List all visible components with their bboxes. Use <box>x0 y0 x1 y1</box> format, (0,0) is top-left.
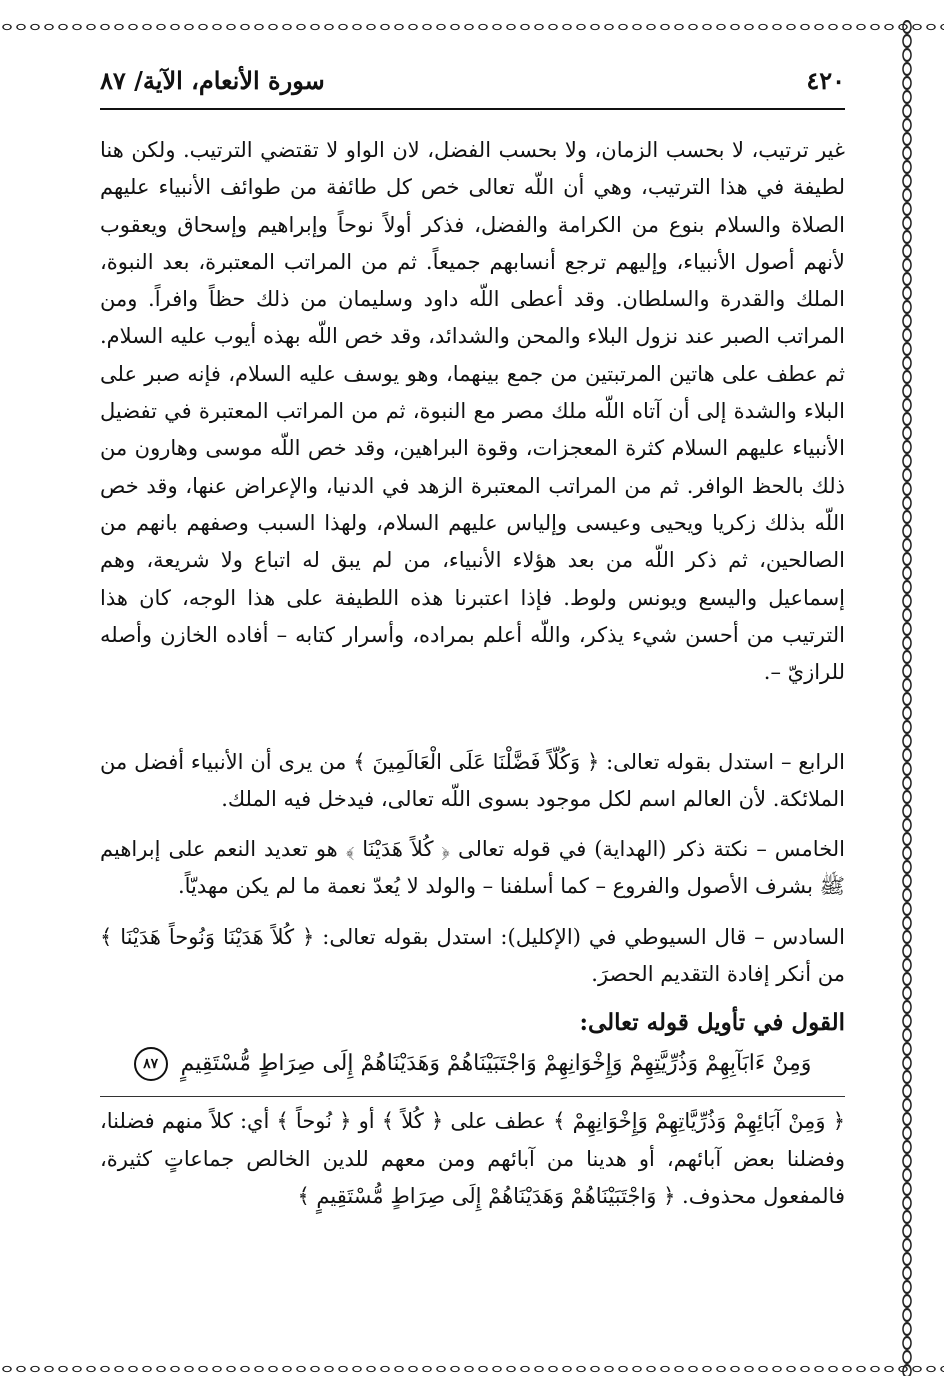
verse-text: وَمِنْ ءَابَآبِهِمْ وَذُرِّيَّتِهِمْ وَإِخْوَانِهِمْ وَاجْتَبَيْنَاهُمْ وَهَدَيْنَاهُمْ إِلَى صِرَاطٍ مُّسْتَقِيمٍ <box>180 1051 812 1077</box>
ornamental-border-top <box>0 20 944 34</box>
ornamental-border-bottom <box>0 1362 944 1376</box>
page-header <box>100 62 845 102</box>
paragraph-fifth-point: الخامس – نكتة ذكر (الهداية) في قوله تعالى ﴿ كُلاً هَدَيْنَا ﴾ هو تعديد النعم على إبراهيم ﷺ بشرف الأصول والفروع – كما أسلفنا – والولد لا يُعدّ نعمة ما لم يكن مهديّاً. <box>100 836 845 898</box>
paragraph-sixth-point: السادس – قال السيوطي في (الإكليل): استدل بقوله تعالى: ﴿ كُلاً هَدَيْنَا وَنُوحاً هَدَيْنَا ﴾ من أنكر إفادة التقديم الحصرَ. <box>100 925 846 987</box>
section-heading: القول في تأويل قوله تعالى: <box>579 1008 845 1036</box>
page-body <box>100 132 845 1215</box>
surah-title: سورة الأنعام، الآية/ ٨٧ <box>100 66 325 95</box>
paragraph-fourth-point: الرابع – استدل بقوله تعالى: ﴿ وَكُلّاً فَضَّلْنَا عَلَى الْعَالَمِينَ ﴾ من يرى أن الأنبياء أفضل من الملائكة. لأن العالم اسم لكل موجود بسوى اللّه تعالى، فيدخل فيه الملك. <box>100 750 845 812</box>
ayah-number-marker: ٨٧ <box>134 1047 168 1081</box>
header-rule <box>100 108 845 110</box>
paragraph-verse-commentary: ﴿ وَمِنْ آبَائِهِمْ وَذُرِّيَّاتِهِمْ وَإِخْوَانِهِمْ ﴾ عطف على ﴿ كُلاً ﴾ أو ﴿ نُوحاً ﴾ أي: كلاً منهم فضلنا، وفضلنا بعض آبائهم، أو هدينا من آبائهم ومن معهم للدين الخالص جماعاتٍ كثيرة، فالمفعول محذوف. ﴿ وَاجْتَبَيْنَاهُمْ وَهَدَيْنَاهُمْ إِلَى صِرَاطٍ مُّسْتَقِيمٍ ﴾ <box>100 1109 845 1208</box>
verse-separator <box>100 1096 845 1097</box>
quran-verse <box>100 1045 845 1082</box>
paragraph-commentary: غير ترتيب، لا بحسب الزمان، ولا بحسب الفضل، لان الواو لا تقتضي الترتيب. ولكن هنا لطيفة في هذا الترتيب، وهي أن اللّه تعالى خص كل طائفة من طوائف الأنبياء عليهم الصلاة والسلام بنوع من الكرامة والفضل، فذكر أولاً نوحاً وإبراهيم وإسحاق ويعقوب لأنهم أصول الأنبياء، وإليهم ترجع أنسابهم جميعاً. ثم من المراتب المعتبرة، بعد النبوة، الملك والقدرة والسلطان. وقد أعطى اللّه داود وسليمان من ذلك حظاً وافراً. ومن المراتب الصبر عند نزول البلاء والمحن والشدائد، وقد خص اللّه بهذه أيوب عليه السلام. ثم عطف على هاتين المرتبتين من جمع بينهما، وهو يوسف عليه السلام، فإنه صبر على البلاء والشدة إلى أن آتاه اللّه ملك مصر مع النبوة، ثم من المراتب المعتبرة في تفضيل الأنبياء عليهم السلام كثرة المعجزات، وقوة البراهين، وقد خص اللّه موسى وهارون من ذلك بالحظ الوافر. ثم من المراتب المعتبرة الزهد في الدنيا، والإعراض عنها، وقد خص اللّه بذلك زكريا ويحيى وعيسى وإلياس عليهم السلام، ولهذا السبب وصفهم بانهم من الصالحين، ثم ذكر اللّه من بعد هؤلاء الأنبياء، من لم يبق له اتباع ولا شريعة، وهم إسماعيل واليسع ويونس ولوط. فإذا اعتبرنا هذه اللطيفة على هذا الوجه، كان هذا الترتيب من أحسن شيء يذكر، واللّه أعلم بمراده، وأسرار كتابه – أفاده الخازن وأصله للرازيّ –. <box>100 138 845 685</box>
page-number: ٤٢٠ <box>806 66 845 95</box>
ornamental-border-right <box>900 20 914 1376</box>
